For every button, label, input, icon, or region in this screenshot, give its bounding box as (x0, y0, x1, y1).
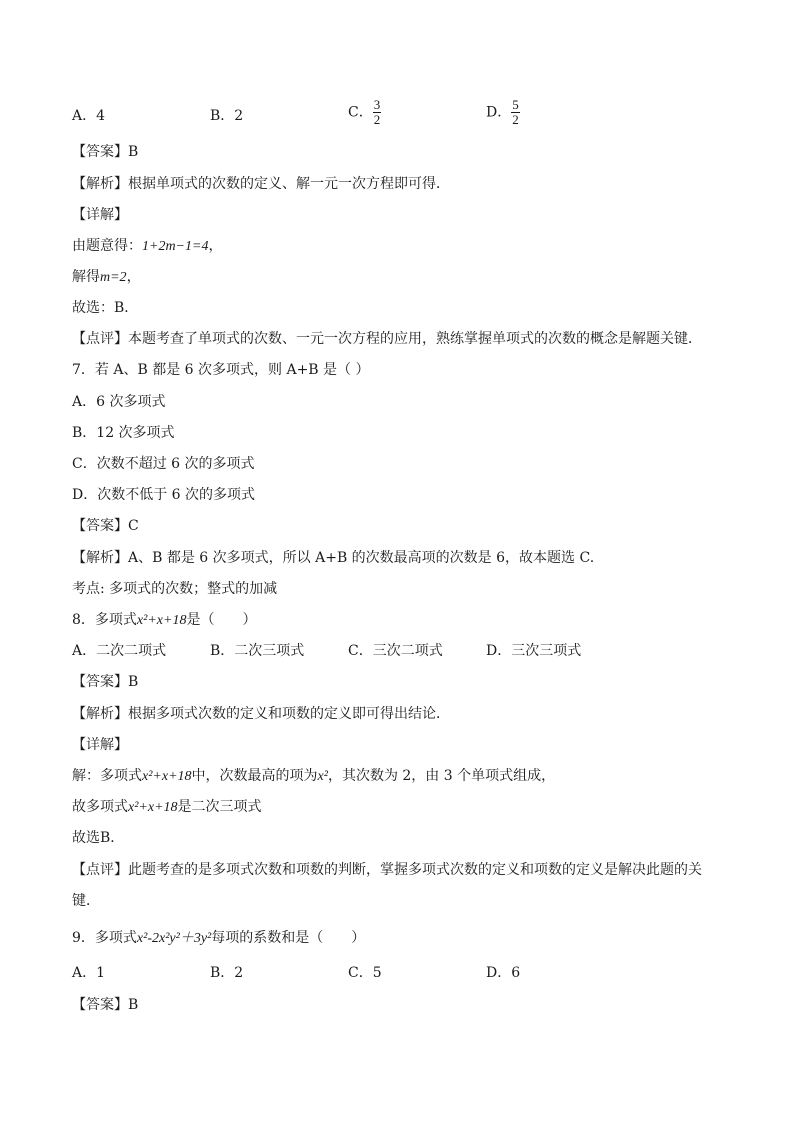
q8-step1 (72, 766, 555, 787)
q9-option-d: D．6 (486, 965, 521, 981)
q6-option-b (210, 106, 243, 126)
analysis-text: A、B 都是 6 次多项式，所以 A+B 的次数最高项的次数是 6，故本题选 C. (128, 550, 595, 566)
q8-choose: 故选B． (72, 830, 125, 846)
analysis-text: 根据多项式次数的定义和项数的定义即可得出结论． (128, 706, 450, 722)
option-value: 4 (96, 108, 106, 124)
comment-tag: 【点评】 (72, 862, 128, 878)
punctuation: ， (208, 238, 223, 254)
polynomial: x²-2x²y²＋3y² (136, 931, 212, 946)
punctuation: ， (126, 269, 141, 285)
question-text: 8．多项式 (72, 612, 137, 628)
analysis-tag: 【解析】 (72, 550, 128, 566)
polynomial: x²+x+18 (142, 769, 192, 784)
polynomial: x²+x+18 (128, 800, 178, 815)
q8-analysis (72, 704, 450, 724)
numerator: 5 (512, 97, 519, 112)
answer-tag: 【答案】 (72, 997, 128, 1013)
analysis-tag: 【解析】 (72, 176, 128, 192)
q9-option-a: A．1 (72, 965, 106, 981)
denominator: 2 (373, 112, 381, 127)
q8-answer (72, 672, 138, 692)
answer-value: B (128, 144, 139, 160)
equation: m=2 (100, 270, 127, 285)
answer-value: C (128, 518, 139, 534)
q8-option-a: A．二次二项式 (72, 643, 167, 659)
q6-comment (72, 329, 702, 349)
q6-option-d (486, 98, 520, 127)
option-label: C． (348, 104, 373, 121)
q9-option-b: B．2 (210, 965, 244, 981)
q6-detail-tag: 【详解】 (72, 207, 128, 223)
answer-tag: 【答案】 (72, 518, 128, 534)
q6-option-c (348, 98, 381, 127)
step-text: 是二次三项式 (177, 799, 262, 815)
q8-comment (72, 860, 702, 880)
question-text: 9．多项式 (72, 930, 137, 946)
step-text: 解：多项式 (72, 768, 142, 784)
polynomial: x²+x+18 (136, 613, 187, 628)
answer-value: B (128, 674, 139, 690)
option-label: D． (486, 104, 512, 121)
comment-tag: 【点评】 (72, 331, 128, 347)
q7-option-b: B．12 次多项式 (72, 425, 175, 441)
q8-detail-tag: 【详解】 (72, 737, 128, 753)
q8-option-b: B．二次三项式 (210, 643, 305, 659)
q7-option-a: A．6 次多项式 (72, 394, 166, 410)
comment-text: 本题考查了单项式的次数、一元一次方程的应用，熟练掌握单项式的次数的概念是解题关键． (128, 331, 702, 347)
q8-step2 (72, 797, 262, 818)
fraction (373, 98, 382, 127)
step-text: 中，次数最高的项为 (191, 768, 318, 784)
q7-question: 7．若 A、B 都是 6 次多项式，则 A+B 是（ ） (72, 362, 370, 378)
q6-option-a (72, 106, 105, 126)
q9-answer (72, 995, 138, 1015)
q6-step1 (72, 236, 222, 257)
q9-option-c: C．5 (348, 965, 382, 981)
option-label: B． (210, 108, 235, 124)
q8-option-c: C．三次二项式 (348, 643, 443, 659)
q8-question (72, 610, 256, 631)
option-value: 2 (234, 108, 244, 124)
q7-analysis (72, 548, 594, 568)
question-text: 每项的系数和是（ ） (211, 930, 366, 946)
q7-answer (72, 516, 139, 536)
analysis-text: 根据单项式的次数的定义、解一元一次方程即可得． (128, 176, 450, 192)
answer-tag: 【答案】 (72, 674, 128, 690)
q6-step2 (72, 267, 141, 288)
q9-question (72, 928, 365, 949)
q7-option-d: D．次数不低于 6 次的多项式 (72, 487, 256, 503)
step-text: 故多项式 (72, 799, 128, 815)
analysis-tag: 【解析】 (72, 706, 128, 722)
step-text: 由题意得： (72, 238, 142, 254)
numerator: 3 (373, 97, 381, 112)
q7-kaodian: 考点: 多项式的次数；整式的加减 (72, 581, 278, 597)
q8-comment-cont: 键． (72, 893, 100, 909)
q7-option-c: C．次数不超过 6 次的多项式 (72, 456, 255, 472)
answer-value: B (128, 997, 139, 1013)
q6-analysis (72, 174, 450, 194)
term: x² (317, 769, 328, 784)
q8-option-d: D．三次三项式 (486, 643, 582, 659)
q6-choose: 故选：B． (72, 300, 139, 316)
equation: 1+2m−1=4 (142, 239, 209, 254)
answer-tag: 【答案】 (72, 144, 128, 160)
comment-text: 此题考查的是多项式次数和项数的判断，掌握多项式次数的定义和项数的定义是解决此题的关 (128, 862, 702, 878)
q6-answer (72, 142, 138, 162)
option-label: A． (72, 108, 97, 124)
step-text: ，其次数为 2，由 3 个单项式组成， (327, 768, 556, 784)
question-text: 是（ ） (186, 612, 257, 628)
denominator: 2 (512, 112, 519, 127)
step-text: 解得 (72, 269, 100, 285)
fraction (511, 98, 520, 127)
